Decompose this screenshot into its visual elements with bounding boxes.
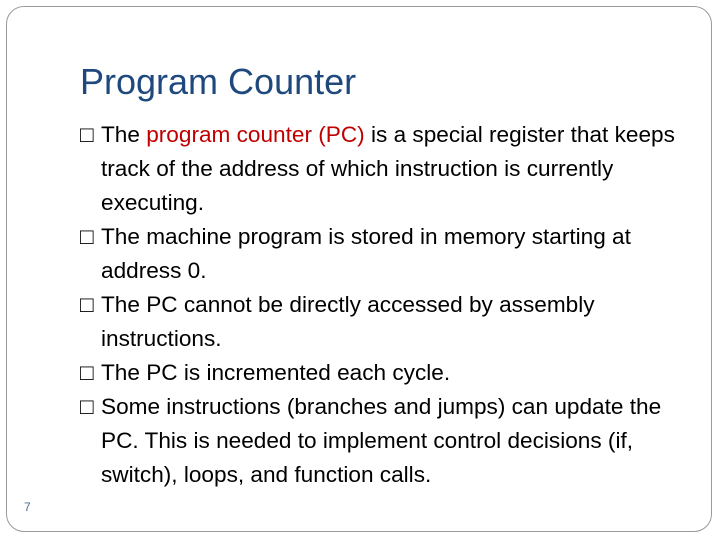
bullet-text-suffix: is a special register that keeps track of the address of which instruction is currently executing.	[101, 122, 675, 215]
bullet-item	[80, 288, 680, 356]
bullet-text: The machine program is stored in memory starting at address 0.	[101, 224, 631, 283]
slide-title: Program Counter	[80, 61, 357, 102]
bullet-item	[80, 356, 680, 390]
bullet-marker-icon: □	[80, 360, 94, 385]
bullet-text-prefix: The	[101, 122, 147, 147]
bullet-item	[80, 390, 680, 492]
page-number: 7	[24, 500, 31, 514]
emphasized-term: program counter (PC)	[146, 122, 365, 147]
bullet-text	[101, 118, 680, 220]
bullet-marker-icon: □	[80, 122, 94, 147]
bullet-item	[80, 118, 680, 220]
bullet-item	[80, 220, 680, 288]
bullet-marker-icon: □	[80, 394, 94, 419]
bullet-text: The PC is incremented each cycle.	[101, 360, 451, 385]
bullet-list	[80, 118, 680, 492]
bullet-marker-icon: □	[80, 292, 94, 317]
bullet-text: Some instructions (branches and jumps) can update the PC. This is needed to implement control decisions (if, switch), loops, and function calls.	[101, 394, 662, 487]
bullet-marker-icon: □	[80, 224, 94, 249]
bullet-text: The PC cannot be directly accessed by assembly instructions.	[101, 292, 595, 351]
